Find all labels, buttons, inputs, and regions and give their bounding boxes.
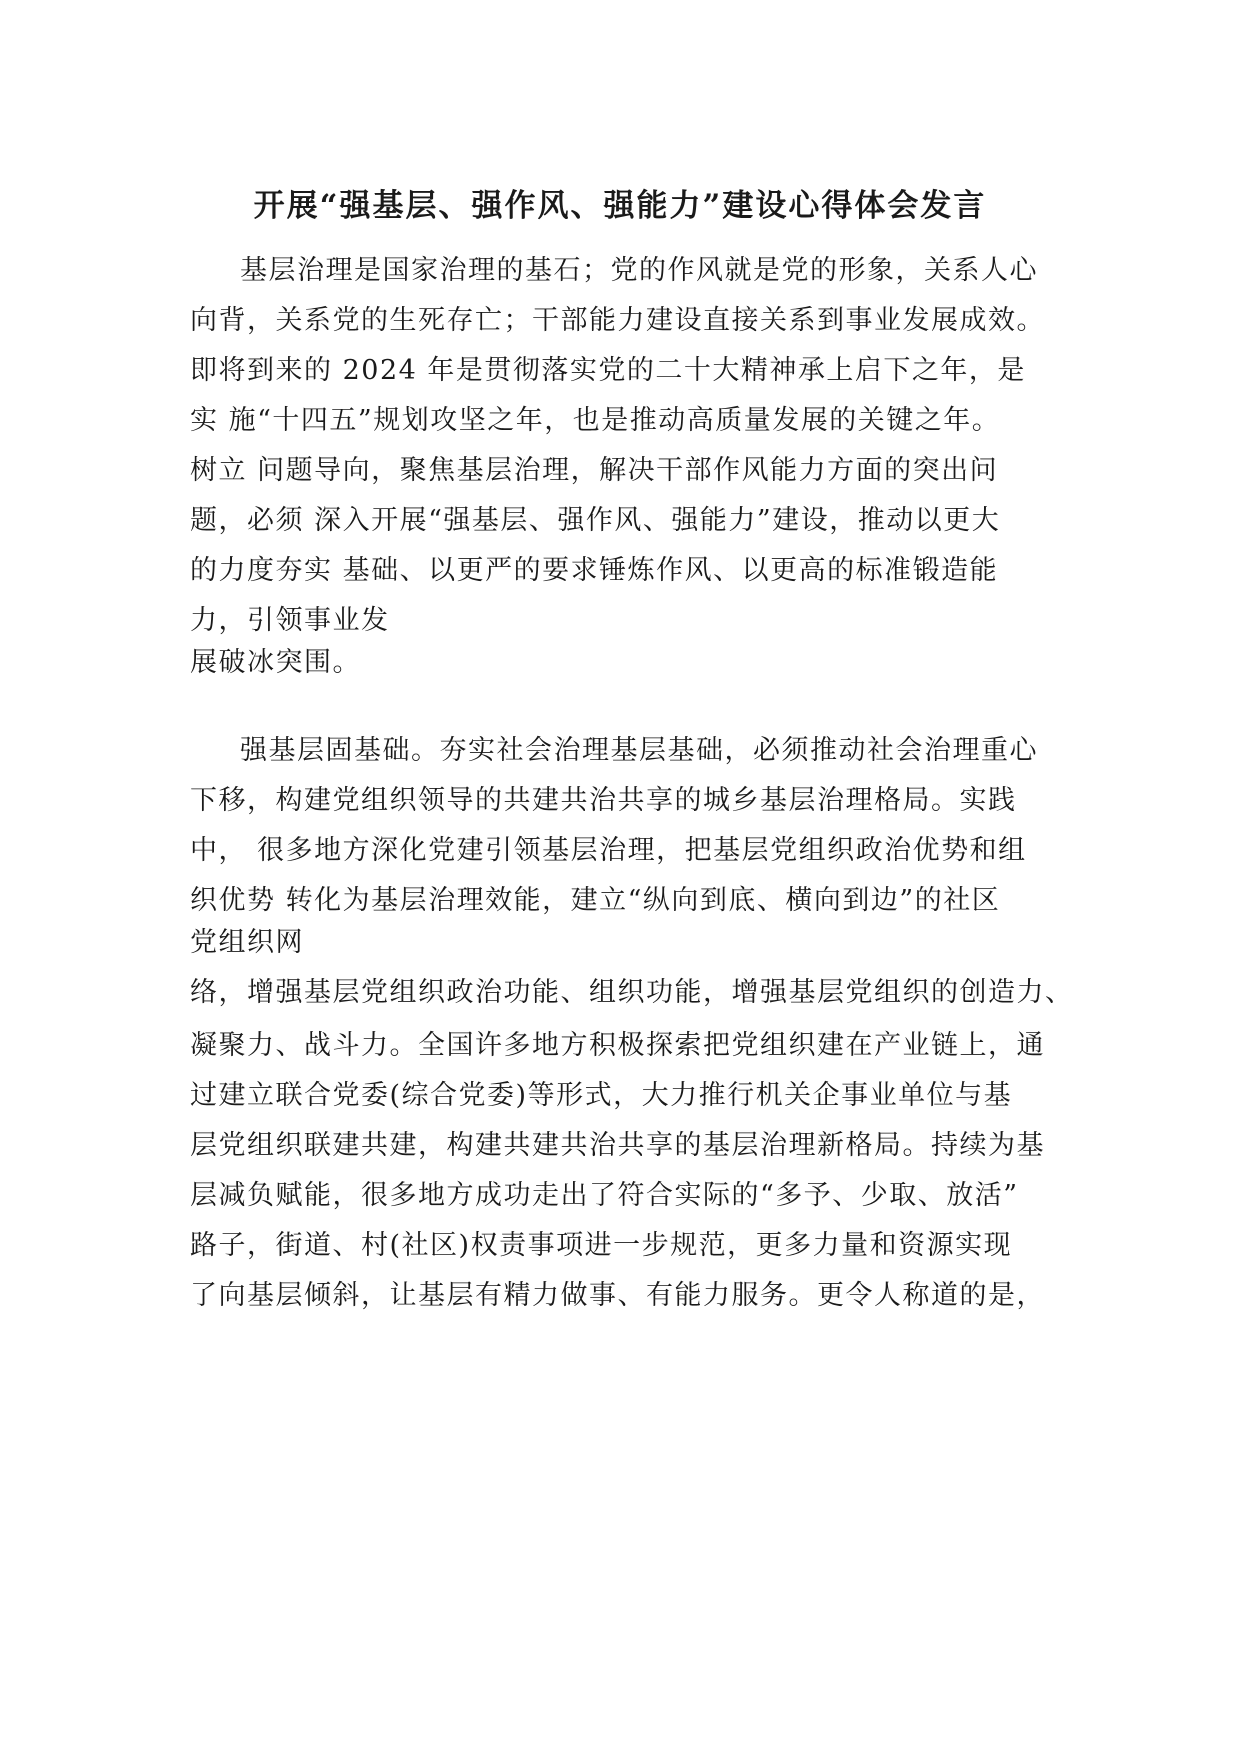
paragraph-2-line-12: 了向基层倾斜，让基层有精力做事、有能力服务。更令人称道的是， bbox=[190, 1280, 1045, 1311]
paragraph-1-line-8: 力，引领事业发 bbox=[190, 605, 390, 636]
paragraph-1-line-3: 即将到来的 2024 年是贯彻落实党的二十大精神承上启下之年，是 bbox=[190, 355, 1026, 386]
paragraph-2-line-5: 党组织网 bbox=[190, 927, 304, 958]
paragraph-1-line-5: 树立 问题导向，聚焦基层治理，解决干部作风能力方面的突出问 bbox=[190, 455, 999, 486]
paragraph-2-line-8: 过建立联合党委(综合党委)等形式，大力推行机关企事业单位与基 bbox=[190, 1080, 1013, 1111]
paragraph-2-line-10: 层减负赋能，很多地方成功走出了符合实际的“多予、少取、放活” bbox=[190, 1180, 1019, 1211]
paragraph-1-line-1: 基层治理是国家治理的基石；党的作风就是党的形象，关系人心 bbox=[240, 255, 1038, 286]
paragraph-1-line-4: 实 施“十四五”规划攻坚之年，也是推动高质量发展的关键之年。 bbox=[190, 405, 1001, 436]
document-title: 开展“强基层、强作风、强能力”建设心得体会发言 bbox=[253, 188, 987, 224]
paragraph-1-line-6: 题，必须 深入开展“强基层、强作风、强能力”建设，推动以更大 bbox=[190, 505, 1001, 536]
paragraph-1-line-2: 向背，关系党的生死存亡；干部能力建设直接关系到事业发展成效。 bbox=[190, 305, 1045, 336]
paragraph-2-line-2: 下移，构建党组织领导的共建共治共享的城乡基层治理格局。实践 bbox=[190, 785, 1017, 816]
paragraph-2-line-11: 路子，街道、村(社区)权责事项进一步规范，更多力量和资源实现 bbox=[190, 1230, 1013, 1261]
paragraph-2-line-3: 中， 很多地方深化党建引领基层治理，把基层党组织政治优势和组 bbox=[190, 835, 1027, 866]
paragraph-1-line-7: 的力度夯实 基础、以更严的要求锤炼作风、以更高的标准锻造能 bbox=[190, 555, 999, 586]
paragraph-2-line-7: 凝聚力、战斗力。全国许多地方积极探索把党组织建在产业链上，通 bbox=[190, 1030, 1045, 1061]
paragraph-1-line-9: 展破冰突围。 bbox=[190, 647, 361, 678]
paragraph-2-line-6: 络，增强基层党组织政治功能、组织功能，增强基层党组织的创造力、 bbox=[190, 977, 1074, 1008]
paragraph-2-line-1: 强基层固基础。夯实社会治理基层基础，必须推动社会治理重心 bbox=[240, 735, 1038, 766]
paragraph-2-line-4: 织优势 转化为基层治理效能，建立“纵向到底、横向到边”的社区 bbox=[190, 885, 1001, 916]
paragraph-2-line-9: 层党组织联建共建，构建共建共治共享的基层治理新格局。持续为基 bbox=[190, 1130, 1045, 1161]
